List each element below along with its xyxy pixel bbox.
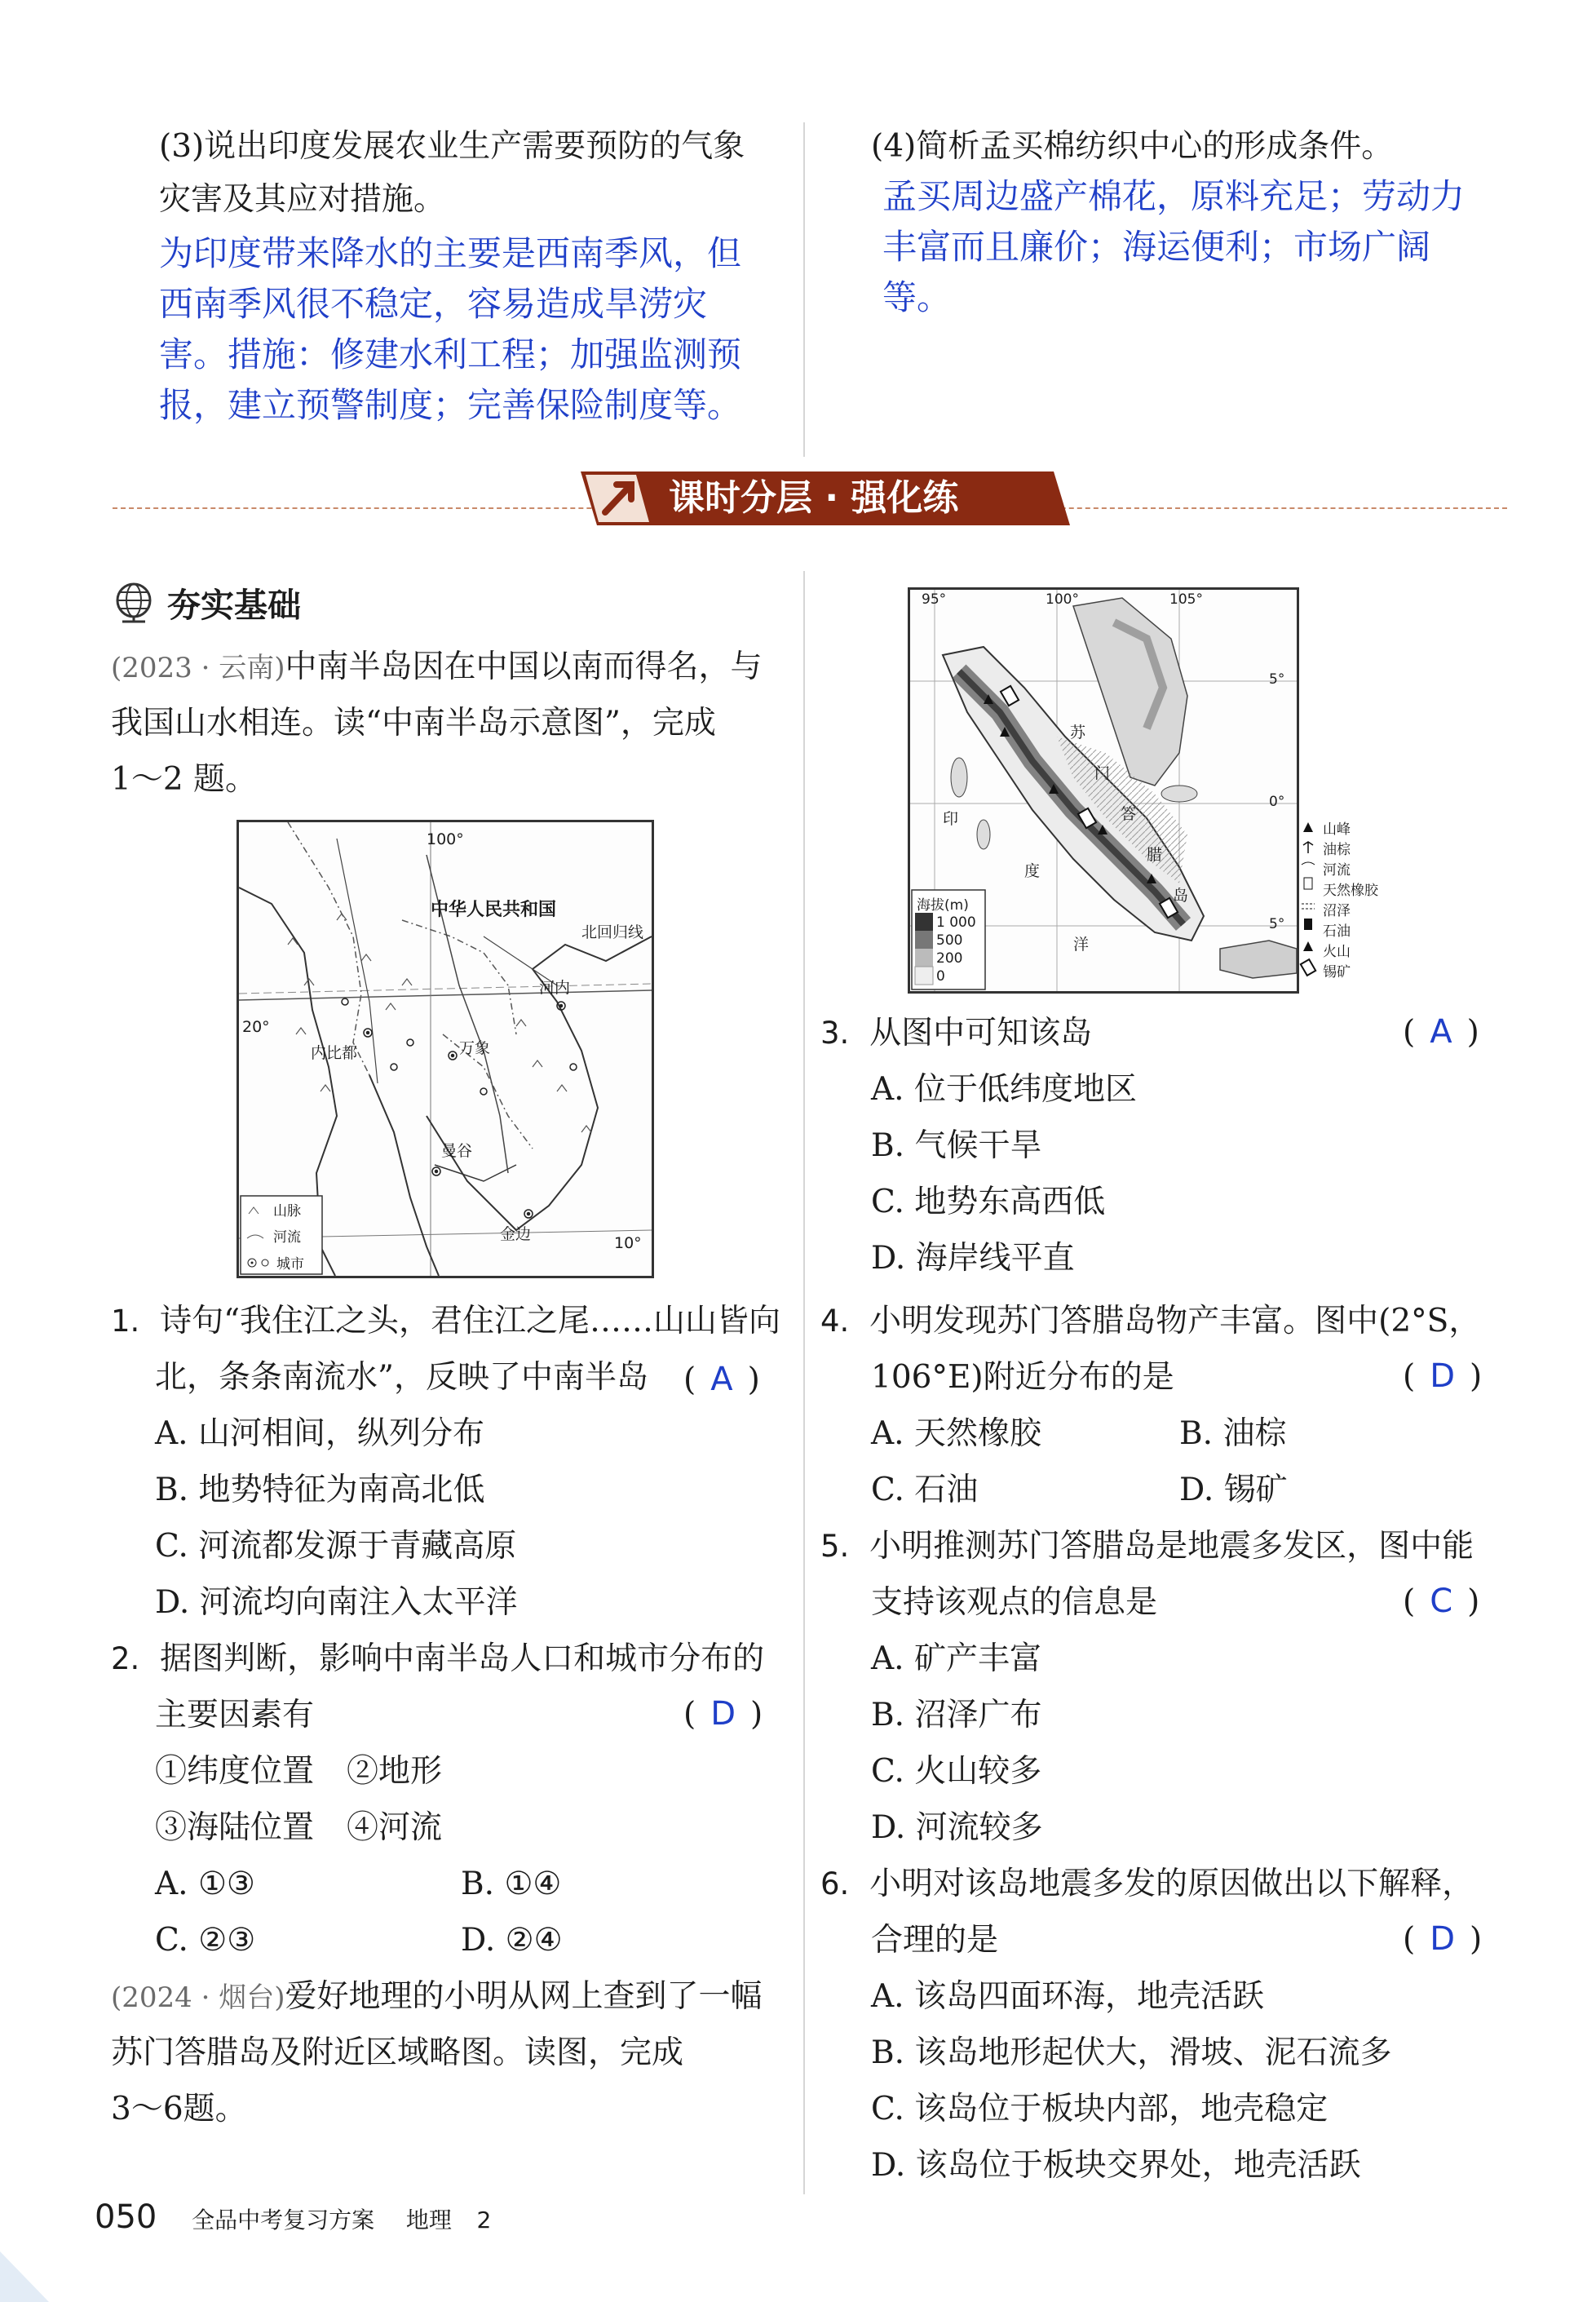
intro1-line3: 1～2 题。 [111,761,258,798]
q4-prompt: (4)简析孟买棉纺织中心的形成条件。 [871,128,1394,165]
map2-legend-symbols [1298,817,1320,989]
q1-line2: 北，条条南流水”，反映了中南半岛 [155,1359,648,1396]
map2-label-su: 苏 [1070,724,1086,742]
map1-lat20: 20° [242,1018,270,1036]
q4-answer-line3: 等。 [882,277,952,317]
q4-option-b: B. 油棕 [1179,1415,1287,1452]
column-divider-main [803,571,805,2194]
map2-elev-title: 海拔(m) [917,897,969,914]
map1-tropic: 北回归线 [581,923,644,941]
q2-option-c: C. ②③ [155,1922,256,1959]
map1-city-hanoi: 河内 [539,979,571,997]
map2-elev-0: 0 [936,968,945,985]
map1-lat10: 10° [614,1234,642,1252]
intro1-source: (2023 · 云南) [111,652,285,684]
map2-legend-oilpalm: 油棕 [1323,842,1351,858]
q2-item-1: ①纬度位置 [155,1753,315,1790]
q2-option-a: A. ①③ [155,1866,255,1902]
q3-answer-line2: 西南季风很不稳定，容易造成旱涝灾 [159,284,708,324]
q2-item-4: ④河流 [347,1809,443,1846]
q3-option-d: D. 海岸线平直 [871,1240,1075,1277]
q5-option-a: A. 矿产丰富 [871,1640,1041,1677]
intro1-line2: 我国山水相连。读“中南半岛示意图”，完成 [111,705,716,742]
q6-option-a: A. 该岛四面环海，地壳活跃 [871,1978,1264,2015]
q5-option-b: B. 沼泽广布 [871,1697,1042,1733]
q3-prompt-line1: (3)说出印度发展农业生产需要预防的气象 [159,128,745,165]
map2-legend-tin: 锡矿 [1323,964,1351,981]
intro2-line1: (2024 · 烟台)爱好地理的小明从网上查到了一幅 [111,1978,763,2015]
intro2-line3: 3～6题。 [111,2091,247,2127]
q6-option-d: D. 该岛位于板块交界处，地壳活跃 [871,2147,1361,2184]
map2-label-dao: 岛 [1173,887,1189,905]
q3-answer-line4: 报，建立预警制度；完善保险制度等。 [159,385,742,425]
map2-label-da: 答 [1121,805,1137,823]
map2-lat5n: 5° [1269,671,1285,688]
map2-elev-1000: 1 000 [936,914,976,931]
q5-answer: ( C ) [1403,1583,1480,1620]
map2-lon95: 95° [922,591,947,608]
sumatra-map [908,587,1299,994]
q3-line1: 3. 从图中可知该岛 [820,1015,1093,1051]
banner [581,465,1070,532]
q3-answer-line3: 害。措施：修建水利工程；加强监测预 [159,334,742,374]
q1-option-b: B. 地势特征为南高北低 [155,1472,485,1508]
q4-option-a: A. 天然橡胶 [871,1415,1041,1452]
q5-line1: 5. 小明推测苏门答腊岛是地震多发区，图中能 [820,1528,1474,1565]
map1-legend-river: 河流 [273,1229,301,1246]
map2-legend-oil: 石油 [1323,923,1351,940]
q5-line2: 支持该观点的信息是 [871,1584,1158,1621]
q4-line1: 4. 小明发现苏门答腊岛物产丰富。图中(2°S， [820,1303,1481,1339]
q2-item-2: ②地形 [347,1753,443,1790]
map1-city-phnompenh: 金边 [500,1225,532,1243]
map2-lon100: 100° [1046,591,1079,608]
q2-option-b: B. ①④ [461,1866,562,1902]
q3-answer-line1: 为印度带来降水的主要是西南季风，但 [159,233,742,273]
indochina-map [237,820,654,1278]
q1-line1: 1. 诗句“我住江之头，君住江之尾……山山皆向 [111,1303,781,1339]
map2-label-yang: 洋 [1073,936,1090,954]
q3-option-b: B. 气候干旱 [871,1127,1042,1164]
map2-label-du: 度 [1024,862,1041,880]
footer-book-title: 全品中考复习方案 [192,2207,375,2233]
q1-option-c: C. 河流都发源于青藏高原 [155,1528,517,1565]
q2-item-3: ③海陆位置 [155,1809,315,1846]
map1-city-vientiane: 万象 [459,1039,491,1057]
q1-answer: ( A ) [683,1361,760,1398]
q4-option-d: D. 锡矿 [1179,1472,1288,1508]
q1-option-d: D. 河流均向南注入太平洋 [155,1584,518,1621]
map2-label-la: 腊 [1147,846,1163,864]
globe-icon [111,581,157,626]
map1-legend-mountain: 山脉 [273,1203,301,1220]
intro2-source: (2024 · 烟台) [111,1981,285,2014]
q1-option-a: A. 山河相间，纵列分布 [155,1415,484,1452]
sumatra-map-graphic [910,590,1297,991]
column-divider-top [803,122,805,457]
footer-subject: 地理 [405,2207,452,2233]
map2-elev-200: 200 [936,950,963,967]
map2-lon105: 105° [1169,591,1203,608]
map2-legend-swamp: 沼泽 [1323,903,1351,919]
footer [95,2194,491,2243]
map1-lon100: 100° [427,830,464,848]
q4-answer-line1: 孟买周边盛产棉花，原料充足；劳动力 [882,176,1466,216]
map2-legend-peak: 山峰 [1323,821,1351,838]
footer-volume: 2 [476,2207,492,2233]
q2-option-d: D. ②④ [461,1922,563,1959]
q4-line2: 106°E)附近分布的是 [871,1359,1174,1396]
map1-country: 中华人民共和国 [431,900,557,920]
map2-lat5s: 5° [1269,916,1285,932]
q2-line1: 2. 据图判断，影响中南半岛人口和城市分布的 [111,1640,765,1677]
q3-option-c: C. 地势东高西低 [871,1184,1106,1220]
q5-option-c: C. 火山较多 [871,1753,1042,1790]
map2-legend-rubber: 天然橡胶 [1323,883,1378,899]
map2-lat0: 0° [1269,794,1285,810]
corner-decoration [0,2251,49,2302]
footer-page-number: 050 [95,2198,157,2236]
intro1-line1: (2023 · 云南)中南半岛因在中国以南而得名，与 [111,649,763,685]
q3-option-a: A. 位于低纬度地区 [871,1071,1137,1108]
q4-answer-line2: 丰富而且廉价；海运便利；市场广阔 [882,227,1431,267]
map2-elev-500: 500 [936,932,963,949]
map1-city-bangkok: 曼谷 [441,1142,473,1160]
intro2-line2: 苏门答腊岛及附近区域略图。读图，完成 [111,2034,684,2071]
q4-option-c: C. 石油 [871,1472,979,1508]
q2-answer: ( D ) [683,1695,763,1733]
map2-label-yin: 印 [943,810,959,828]
q5-option-d: D. 河流较多 [871,1809,1043,1846]
map2-label-men: 门 [1094,764,1111,782]
q3-prompt-line2: 灾害及其应对措施。 [159,181,446,218]
q6-line2: 合理的是 [871,1922,999,1959]
q4-answer: ( D ) [1403,1357,1483,1395]
q6-answer: ( D ) [1403,1920,1483,1958]
map2-legend [1298,817,1388,989]
map1-city-naypyidaw: 内比都 [311,1044,358,1062]
q6-line1: 6. 小明对该岛地震多发的原因做出以下解释， [820,1866,1474,1902]
map2-legend-river: 河流 [1323,862,1351,879]
q2-line2: 主要因素有 [155,1697,315,1733]
q3-answer: ( A ) [1403,1013,1479,1051]
banner-title: 课时分层 · 强化练 [669,477,959,519]
section-title: 夯实基础 [167,586,301,625]
map2-legend-volcano: 火山 [1323,944,1351,960]
q6-option-c: C. 该岛位于板块内部，地壳稳定 [871,2091,1329,2127]
map1-legend-city: 城市 [276,1256,304,1273]
q6-option-b: B. 该岛地形起伏大，滑坡、泥石流多 [871,2034,1392,2071]
